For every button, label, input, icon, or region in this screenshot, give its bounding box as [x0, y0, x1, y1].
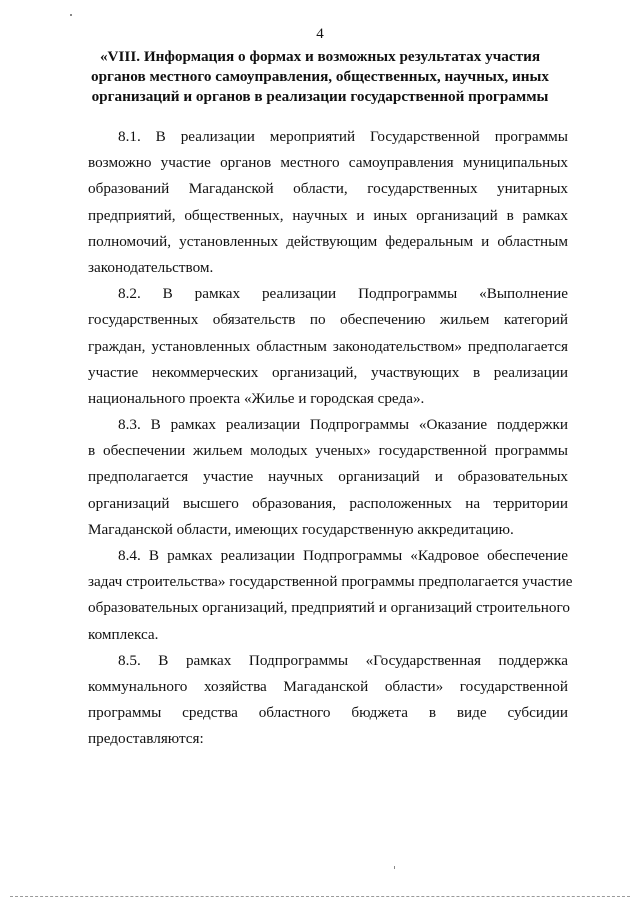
- text-line: предприятий, общественных, научных и иных организаций в рамках: [88, 206, 568, 224]
- text-line: 8.1. В реализации мероприятий Государственной программы: [118, 128, 568, 145]
- paragraph-8-4: [88, 543, 573, 648]
- heading-line: организаций и органов в реализации государственной программы: [91, 88, 549, 105]
- text-line: организаций высшего образования, расположенных на территории: [88, 494, 568, 512]
- text-line: в обеспечении жильем молодых ученых» государственной программы: [88, 442, 568, 460]
- text-line: национального проекта «Жилье и городская среда».: [88, 389, 425, 407]
- heading-line: «VIII. Информация о формах и возможных результатах участия: [99, 48, 541, 65]
- text-line: граждан, установленных областным законодательством» предполагается: [88, 337, 568, 355]
- text-line: 8.4. В рамках реализации Подпрограммы «Кадровое обеспечение: [118, 547, 568, 564]
- text-line: предполагается участие научных организаций и образовательных: [88, 468, 568, 486]
- paragraph-8-1: [88, 124, 568, 281]
- text-line: 8.2. В рамках реализации Подпрограммы «Выполнение: [118, 285, 568, 303]
- section-heading: [60, 47, 580, 107]
- text-line: коммунального хозяйства Магаданской области» государственной: [88, 677, 568, 695]
- text-line: участие некоммерческих организаций, участвующих в реализации: [88, 363, 568, 381]
- text-line: Магаданской области, имеющих государственную аккредитацию.: [88, 520, 514, 538]
- text-line: полномочий, установленных действующим федеральным и областным: [88, 232, 568, 250]
- text-line: законодательством.: [88, 258, 214, 276]
- text-line: 8.3. В рамках реализации Подпрограммы «Оказание поддержки: [118, 416, 568, 434]
- text-line: комплекса.: [88, 625, 159, 643]
- text-line: государственных обязательств по обеспечению жильем категорий: [88, 311, 568, 329]
- page-number: 4: [316, 26, 324, 42]
- text-line: 8.5. В рамках Подпрограммы «Государственная поддержка: [118, 651, 568, 669]
- text-line: задач строительства» государственной программы предполагается участие: [88, 573, 573, 591]
- text-line: предоставляются:: [88, 730, 204, 748]
- heading-line: органов местного самоуправления, общественных, научных, иных: [91, 68, 549, 85]
- scan-speck: [70, 14, 72, 16]
- paragraph-8-2: [88, 281, 568, 412]
- text-line: программы средства областного бюджета в виде субсидии: [88, 704, 568, 722]
- paragraph-8-3: [88, 412, 568, 543]
- document-body: [88, 124, 573, 753]
- scan-speck: [394, 866, 395, 869]
- text-line: образовательных организаций, предприятий и организаций строительного: [88, 599, 570, 617]
- text-line: образований Магаданской области, государственных унитарных: [88, 180, 568, 198]
- scan-edge-line: [10, 896, 630, 897]
- text-line: возможно участие органов местного самоуправления муниципальных: [88, 154, 568, 172]
- paragraph-8-5: [88, 648, 568, 753]
